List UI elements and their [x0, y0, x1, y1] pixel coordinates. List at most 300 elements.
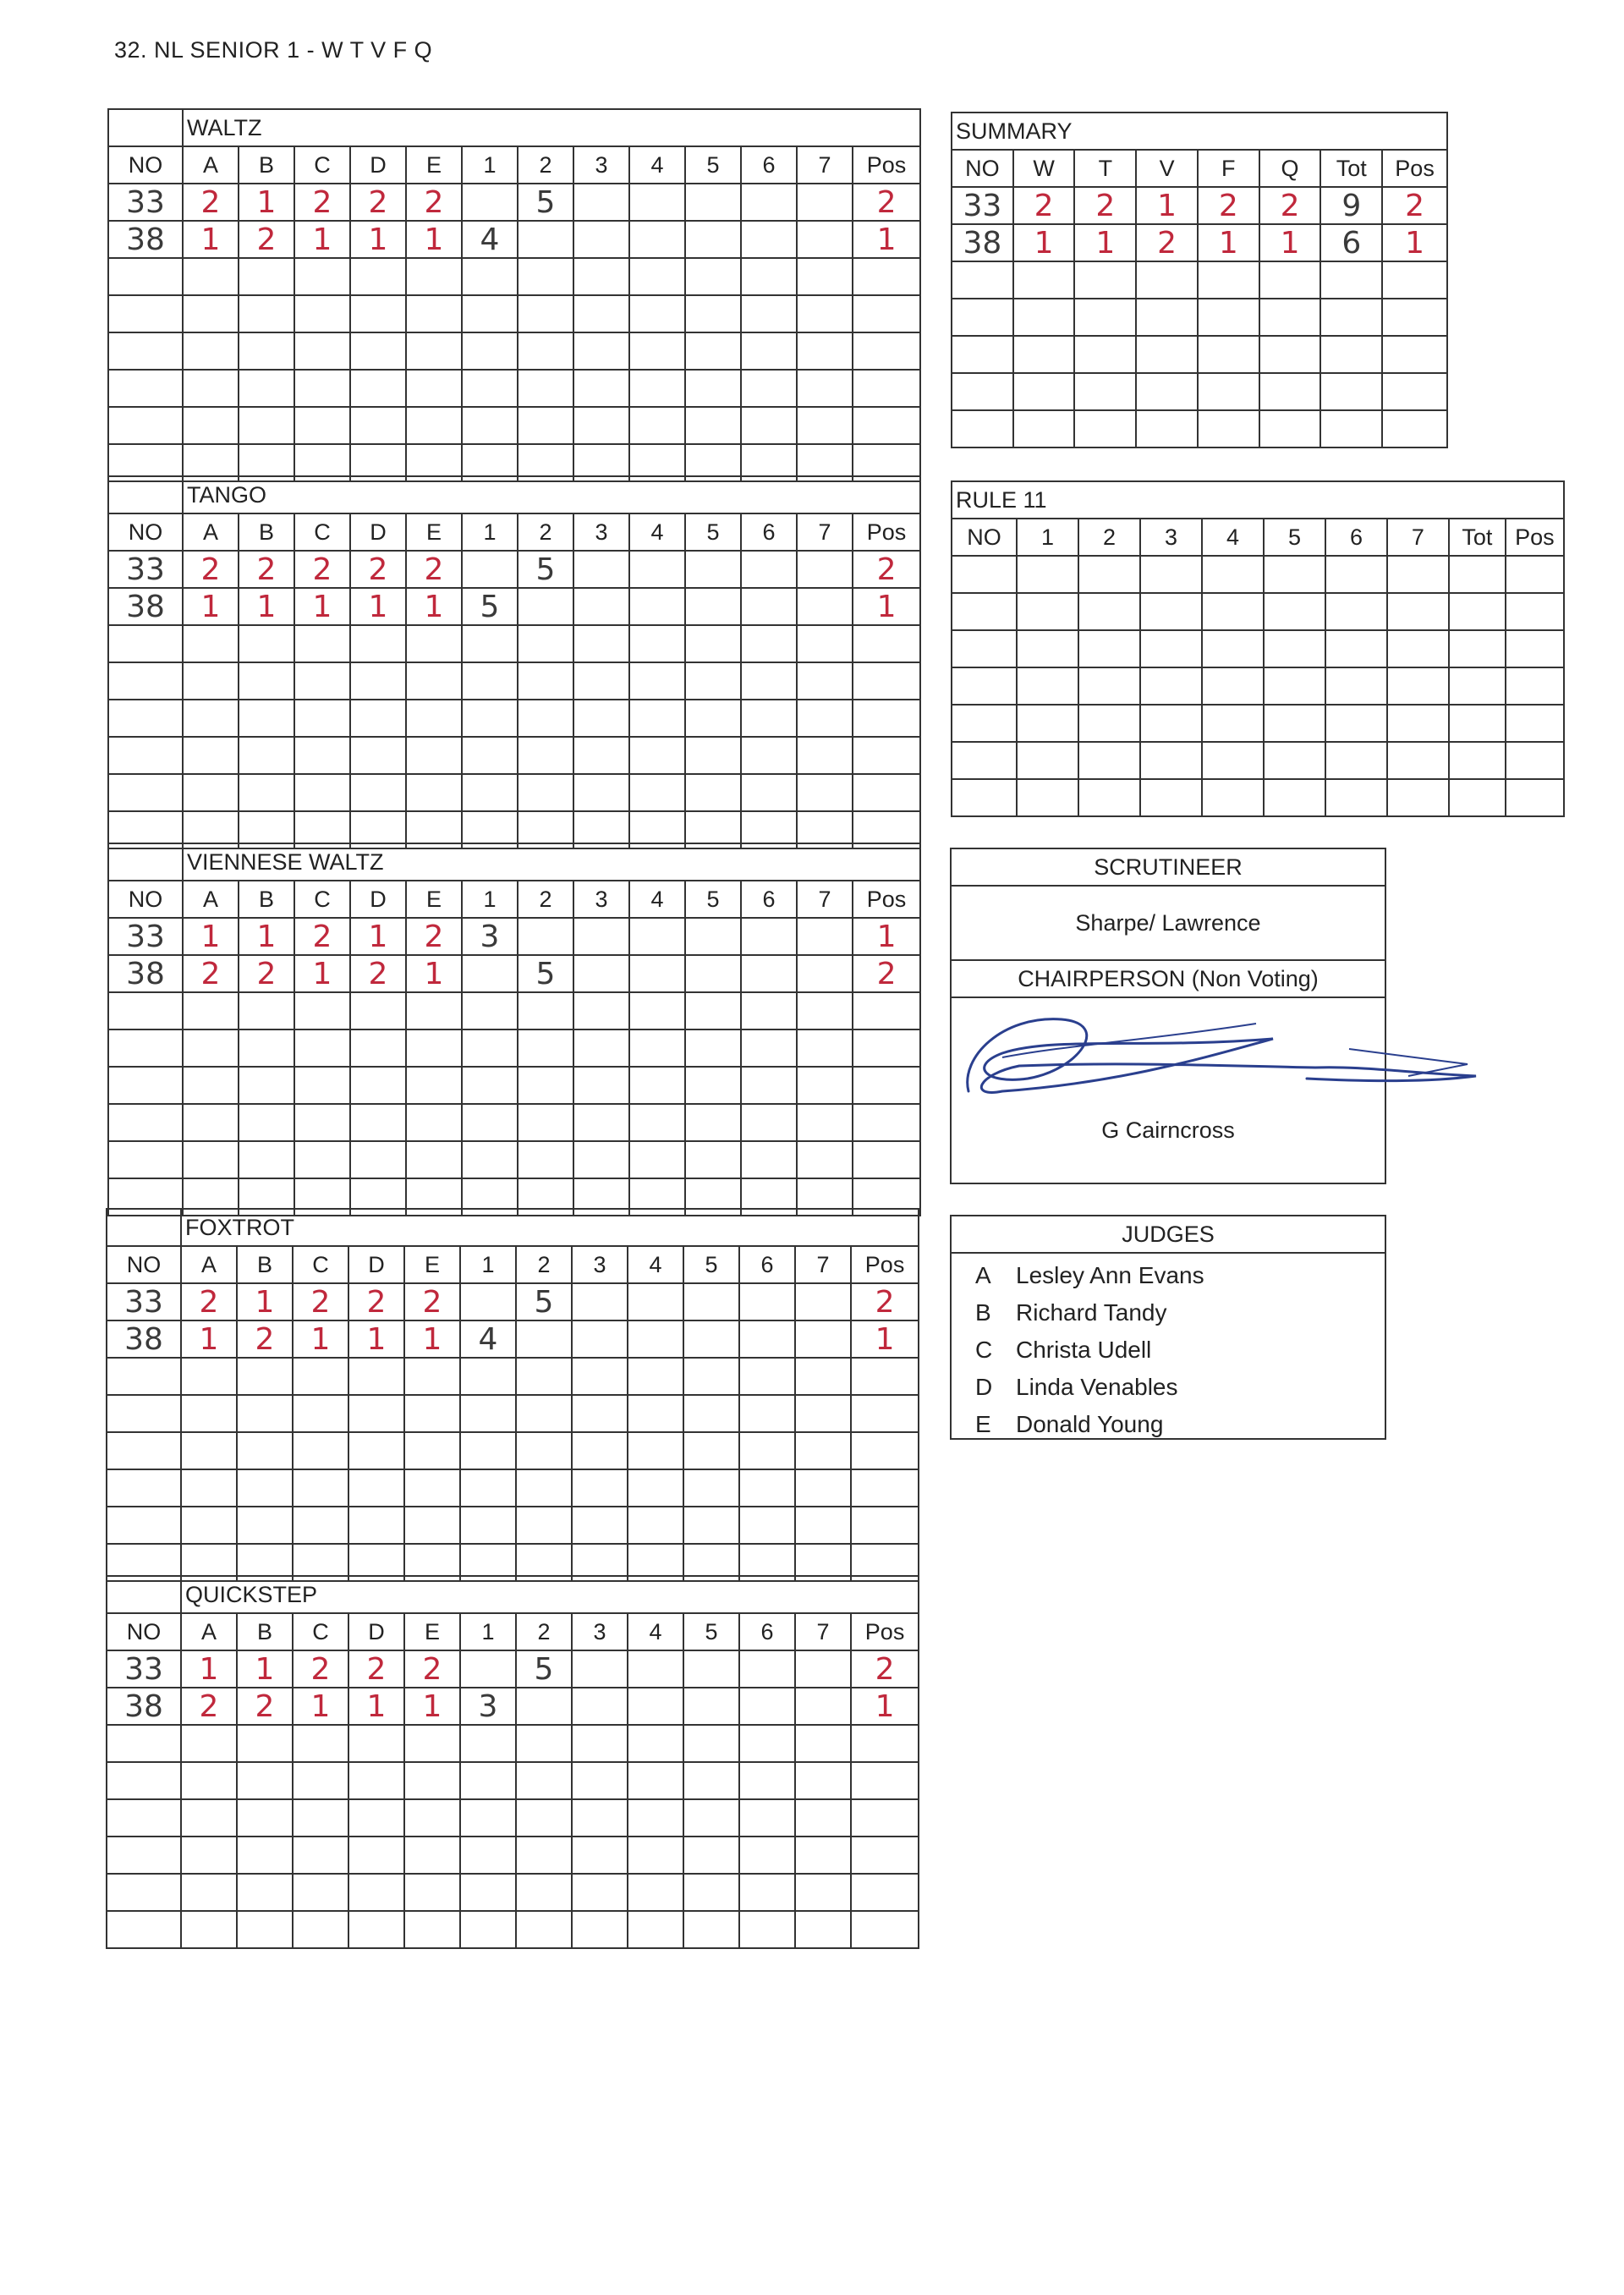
table-cell	[183, 700, 239, 737]
table-cell	[572, 1283, 628, 1320]
table-row	[952, 556, 1564, 593]
table-cell	[350, 184, 406, 221]
judge-letter: D	[975, 1374, 993, 1400]
table-cell	[685, 370, 741, 407]
table-cell	[239, 1029, 294, 1067]
table-cell	[293, 1650, 348, 1688]
table-cell	[518, 332, 573, 370]
table-cell	[462, 992, 518, 1029]
column-header: 6	[1325, 519, 1387, 556]
table-cell	[1013, 373, 1075, 410]
table-cell	[739, 1688, 795, 1725]
column-header: 2	[518, 881, 573, 918]
table-cell	[572, 1432, 628, 1469]
table-cell	[795, 1469, 851, 1507]
table-cell	[462, 295, 518, 332]
table-cell	[685, 737, 741, 774]
cell-value: 1	[1280, 225, 1300, 261]
table-cell	[629, 1104, 685, 1141]
table-cell	[406, 184, 462, 221]
cell-value: 2	[200, 552, 221, 587]
table-cell	[739, 1650, 795, 1688]
table-cell	[1325, 779, 1387, 816]
judge-name: Lesley Ann Evans	[1016, 1262, 1204, 1288]
table-cell	[181, 1874, 237, 1911]
cell-value: 33	[126, 552, 165, 587]
table-cell	[573, 955, 629, 992]
table-cell	[952, 336, 1013, 373]
table-cell	[1017, 556, 1078, 593]
table-cell	[1078, 630, 1140, 667]
table-cell	[1325, 705, 1387, 742]
table-row	[108, 551, 920, 588]
table-cell	[628, 1395, 683, 1432]
table-cell	[952, 630, 1017, 667]
column-header: 7	[795, 1246, 851, 1283]
table-cell	[685, 258, 741, 295]
table-cell	[685, 625, 741, 662]
table-cell	[108, 221, 183, 258]
table-cell	[294, 1104, 350, 1141]
title-spacer	[108, 476, 183, 513]
table-cell	[350, 407, 406, 444]
table-cell	[183, 992, 239, 1029]
rule11-table	[951, 480, 1565, 817]
column-header: C	[294, 513, 350, 551]
table-cell	[572, 1762, 628, 1799]
table-cell	[1506, 556, 1564, 593]
table-cell	[1074, 336, 1136, 373]
table-row	[108, 737, 920, 774]
table-cell	[1387, 556, 1449, 593]
cell-value: 2	[422, 1284, 442, 1320]
cell-value: 2	[312, 552, 332, 587]
table-cell	[462, 700, 518, 737]
cell-value: 3	[478, 1688, 498, 1724]
table-cell	[573, 1141, 629, 1178]
table-cell	[183, 221, 239, 258]
cell-value: 2	[312, 919, 332, 954]
table-cell	[183, 1029, 239, 1067]
table-cell	[851, 1837, 919, 1874]
table-cell	[460, 1358, 516, 1395]
table-cell	[741, 1067, 797, 1104]
table-cell	[518, 221, 573, 258]
table-cell	[1264, 630, 1325, 667]
table-row	[952, 224, 1447, 261]
table-cell	[741, 332, 797, 370]
table-cell	[1136, 261, 1198, 299]
table-cell	[350, 332, 406, 370]
table-cell	[797, 588, 853, 625]
table-cell	[237, 1799, 293, 1837]
table-cell	[237, 1837, 293, 1874]
table-cell	[348, 1283, 404, 1320]
table-cell	[516, 1395, 572, 1432]
table-cell	[685, 774, 741, 811]
table-cell	[404, 1507, 460, 1544]
table-cell	[572, 1358, 628, 1395]
table-cell	[183, 551, 239, 588]
column-header: 6	[741, 146, 797, 184]
table-cell	[518, 588, 573, 625]
column-header: 4	[1202, 519, 1264, 556]
table-cell	[1202, 593, 1264, 630]
cell-value: 2	[368, 552, 388, 587]
table-cell	[518, 955, 573, 992]
title-spacer	[107, 1209, 181, 1246]
column-header: C	[293, 1613, 348, 1650]
table-cell	[183, 295, 239, 332]
judge-row	[975, 1331, 1385, 1369]
table-cell	[851, 1911, 919, 1948]
cell-value: 33	[126, 184, 165, 220]
table-cell	[183, 370, 239, 407]
table-cell	[294, 992, 350, 1029]
table-cell	[952, 556, 1017, 593]
table-cell	[237, 1650, 293, 1688]
dance-grid	[107, 475, 921, 849]
cell-value: 1	[875, 1688, 895, 1724]
table-cell	[460, 1507, 516, 1544]
column-header: 1	[462, 146, 518, 184]
table-cell	[293, 1507, 348, 1544]
table-cell	[350, 295, 406, 332]
table-cell	[183, 1104, 239, 1141]
table-cell	[404, 1837, 460, 1874]
cell-value: 9	[1341, 188, 1362, 223]
dance-grid	[106, 1575, 919, 1949]
table-row	[107, 1395, 919, 1432]
cell-value: 1	[200, 919, 221, 954]
table-row	[108, 588, 920, 625]
table-cell	[739, 1837, 795, 1874]
cell-value: 1	[368, 222, 388, 257]
table-cell	[572, 1837, 628, 1874]
table-cell	[1449, 630, 1506, 667]
cell-value: 2	[368, 184, 388, 220]
cell-value: 5	[534, 1284, 554, 1320]
table-cell	[293, 1688, 348, 1725]
judge-row	[975, 1294, 1385, 1331]
cell-value: 5	[535, 184, 556, 220]
cell-value: 2	[199, 1284, 219, 1320]
table-cell	[952, 224, 1013, 261]
table-cell	[181, 1395, 237, 1432]
table-cell	[683, 1283, 739, 1320]
table-cell	[683, 1395, 739, 1432]
table-cell	[1074, 261, 1136, 299]
table-cell	[239, 332, 294, 370]
table-cell	[1259, 410, 1321, 447]
column-header: 6	[739, 1246, 795, 1283]
table-cell	[293, 1469, 348, 1507]
table-cell	[294, 625, 350, 662]
table-cell	[797, 1029, 853, 1067]
table-cell	[629, 662, 685, 700]
table-cell	[628, 1507, 683, 1544]
table-cell	[741, 625, 797, 662]
table-cell	[1202, 742, 1264, 779]
judges-panel	[950, 1215, 1386, 1440]
table-cell	[348, 1469, 404, 1507]
table-cell	[1017, 667, 1078, 705]
table-cell	[853, 918, 920, 955]
table-cell	[1325, 630, 1387, 667]
table-cell	[1202, 667, 1264, 705]
column-header: 5	[683, 1246, 739, 1283]
column-header: B	[237, 1613, 293, 1650]
table-cell	[683, 1837, 739, 1874]
table-cell	[1387, 630, 1449, 667]
column-header: 6	[741, 513, 797, 551]
table-cell	[460, 1688, 516, 1725]
table-cell	[516, 1432, 572, 1469]
cell-value: 3	[480, 919, 500, 954]
table-cell	[239, 992, 294, 1029]
table-cell	[239, 774, 294, 811]
table-cell	[628, 1650, 683, 1688]
table-cell	[629, 258, 685, 295]
table-cell	[628, 1911, 683, 1948]
dance-title: TANGO	[183, 476, 920, 513]
table-cell	[462, 1067, 518, 1104]
table-cell	[1264, 779, 1325, 816]
table-cell	[462, 774, 518, 811]
table-cell	[108, 1141, 183, 1178]
table-cell	[573, 258, 629, 295]
table-cell	[685, 955, 741, 992]
table-cell	[573, 332, 629, 370]
column-header: 5	[685, 513, 741, 551]
table-cell	[685, 1067, 741, 1104]
column-header: 7	[797, 881, 853, 918]
table-cell	[741, 1029, 797, 1067]
table-cell	[239, 551, 294, 588]
table-cell	[1136, 336, 1198, 373]
title-spacer	[108, 109, 183, 146]
table-cell	[797, 221, 853, 258]
table-cell	[107, 1837, 181, 1874]
table-cell	[795, 1874, 851, 1911]
column-header: 5	[685, 146, 741, 184]
table-cell	[516, 1837, 572, 1874]
cell-value: 38	[126, 589, 165, 624]
table-cell	[628, 1762, 683, 1799]
cell-value: 2	[366, 1284, 387, 1320]
table-cell	[460, 1762, 516, 1799]
column-header: A	[183, 881, 239, 918]
table-cell	[237, 1688, 293, 1725]
table-cell	[572, 1507, 628, 1544]
table-cell	[460, 1650, 516, 1688]
table-cell	[107, 1395, 181, 1432]
table-cell	[350, 774, 406, 811]
table-cell	[406, 1067, 462, 1104]
table-cell	[1264, 593, 1325, 630]
table-cell	[1202, 630, 1264, 667]
title-spacer	[108, 843, 183, 881]
table-cell	[683, 1762, 739, 1799]
table-row	[108, 370, 920, 407]
table-cell	[183, 1141, 239, 1178]
table-cell	[348, 1650, 404, 1688]
table-row	[108, 332, 920, 370]
table-cell	[797, 918, 853, 955]
table-cell	[739, 1799, 795, 1837]
dance-table-viennese-waltz	[107, 843, 918, 1216]
table-cell	[348, 1395, 404, 1432]
table-cell	[1140, 630, 1202, 667]
table-cell	[293, 1911, 348, 1948]
table-cell	[629, 992, 685, 1029]
scrutineer-heading: SCRUTINEER	[952, 849, 1385, 887]
cell-value: 1	[310, 1321, 331, 1357]
table-cell	[183, 407, 239, 444]
cell-value: 1	[199, 1321, 219, 1357]
table-cell	[350, 992, 406, 1029]
table-cell	[795, 1799, 851, 1837]
table-cell	[460, 1283, 516, 1320]
table-cell	[181, 1762, 237, 1799]
column-header: 4	[629, 146, 685, 184]
table-cell	[404, 1320, 460, 1358]
table-row	[108, 407, 920, 444]
table-cell	[462, 918, 518, 955]
cell-value: 1	[255, 1284, 275, 1320]
table-cell	[183, 774, 239, 811]
table-cell	[853, 184, 920, 221]
table-cell	[350, 918, 406, 955]
table-cell	[183, 1067, 239, 1104]
table-cell	[1078, 667, 1140, 705]
table-cell	[516, 1874, 572, 1911]
cell-value: 1	[422, 1688, 442, 1724]
cell-value: 1	[424, 222, 444, 257]
table-cell	[406, 662, 462, 700]
table-cell	[1259, 373, 1321, 410]
column-header: E	[404, 1246, 460, 1283]
table-cell	[294, 1141, 350, 1178]
column-header: 1	[1017, 519, 1078, 556]
table-row	[952, 187, 1447, 224]
table-cell	[462, 737, 518, 774]
table-cell	[107, 1762, 181, 1799]
table-cell	[1140, 556, 1202, 593]
table-row	[952, 373, 1447, 410]
table-cell	[518, 407, 573, 444]
column-header: 3	[572, 1246, 628, 1283]
table-cell	[952, 373, 1013, 410]
table-cell	[350, 588, 406, 625]
column-header: Tot	[1449, 519, 1506, 556]
table-cell	[1325, 556, 1387, 593]
table-cell	[795, 1762, 851, 1799]
cell-value: 33	[124, 1284, 163, 1320]
table-cell	[1259, 261, 1321, 299]
table-cell	[797, 332, 853, 370]
cell-value: 2	[875, 1284, 895, 1320]
table-cell	[1013, 299, 1075, 336]
table-cell	[628, 1469, 683, 1507]
table-cell	[797, 258, 853, 295]
rule11-title: RULE 11	[952, 481, 1564, 519]
table-row	[107, 1837, 919, 1874]
table-cell	[348, 1911, 404, 1948]
table-cell	[741, 1104, 797, 1141]
table-cell	[573, 737, 629, 774]
table-cell	[797, 625, 853, 662]
table-cell	[739, 1320, 795, 1358]
table-cell	[406, 1029, 462, 1067]
table-cell	[183, 588, 239, 625]
table-cell	[293, 1283, 348, 1320]
cell-value: 2	[876, 552, 897, 587]
table-cell	[1382, 299, 1447, 336]
table-cell	[851, 1688, 919, 1725]
table-cell	[573, 407, 629, 444]
dance-grid	[107, 108, 921, 482]
column-header: 3	[573, 146, 629, 184]
judge-row	[975, 1406, 1385, 1443]
table-cell	[629, 551, 685, 588]
table-cell	[181, 1799, 237, 1837]
table-cell	[294, 774, 350, 811]
table-row	[952, 667, 1564, 705]
judges-heading: JUDGES	[952, 1216, 1385, 1254]
table-cell	[739, 1395, 795, 1432]
column-header: Pos	[851, 1246, 919, 1283]
table-row	[107, 1320, 919, 1358]
table-cell	[462, 588, 518, 625]
table-cell	[1382, 410, 1447, 447]
table-cell	[797, 551, 853, 588]
cell-value: 1	[200, 589, 221, 624]
table-cell	[572, 1469, 628, 1507]
table-cell	[294, 221, 350, 258]
table-cell	[739, 1432, 795, 1469]
table-cell	[462, 370, 518, 407]
table-cell	[518, 662, 573, 700]
cell-value: 2	[876, 956, 897, 991]
column-header: NO	[107, 1246, 181, 1283]
table-cell	[1382, 187, 1447, 224]
judge-letter: C	[975, 1337, 993, 1363]
table-cell	[350, 1067, 406, 1104]
table-cell	[683, 1469, 739, 1507]
table-cell	[239, 700, 294, 737]
table-cell	[462, 407, 518, 444]
table-cell	[406, 370, 462, 407]
table-cell	[1140, 742, 1202, 779]
table-cell	[183, 955, 239, 992]
table-cell	[628, 1320, 683, 1358]
table-cell	[851, 1432, 919, 1469]
table-cell	[683, 1320, 739, 1358]
table-cell	[460, 1725, 516, 1762]
column-header: 6	[741, 881, 797, 918]
table-cell	[406, 1104, 462, 1141]
column-header: B	[239, 881, 294, 918]
table-cell	[350, 700, 406, 737]
table-cell	[1078, 705, 1140, 742]
cell-value: 4	[480, 222, 500, 257]
table-row	[107, 1799, 919, 1837]
table-cell	[462, 258, 518, 295]
cell-value: 38	[124, 1688, 163, 1724]
table-cell	[462, 625, 518, 662]
table-cell	[1202, 705, 1264, 742]
